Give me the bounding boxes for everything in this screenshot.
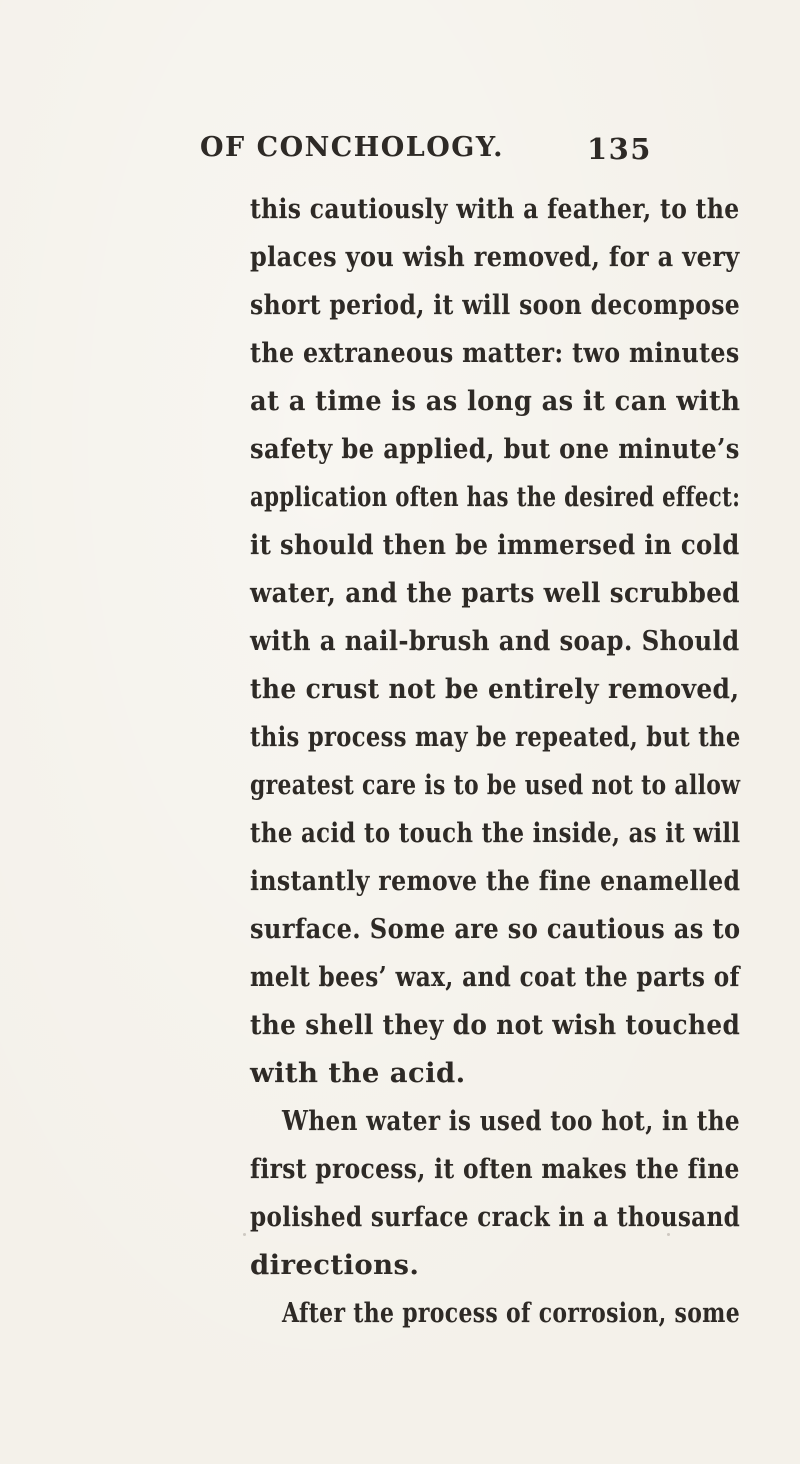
text-line: When water is used too hot, in the xyxy=(282,1105,740,1137)
text-line: this cautiously with a feather, to the xyxy=(250,193,740,225)
text-line: the crust not be entirely removed, xyxy=(250,673,740,705)
text-line: greatest care is to be used not to allow xyxy=(250,769,741,801)
text-line: first process, it often makes the fine xyxy=(250,1153,740,1185)
text-line: at a time is as long as it can with xyxy=(250,385,741,417)
text-line: the extraneous matter: two minutes xyxy=(250,337,740,369)
text-line: polished surface crack in a thousand xyxy=(250,1201,741,1233)
text-line: surface. Some are so cautious as to xyxy=(250,913,741,945)
running-head xyxy=(200,132,660,172)
page-number: 135 xyxy=(586,132,652,166)
running-title: OF CONCHOLOGY. xyxy=(200,132,505,163)
scan-speck xyxy=(243,1233,246,1236)
scan-speck xyxy=(697,1320,699,1323)
text-line: directions. xyxy=(250,1249,420,1281)
text-line: melt bees’ wax, and coat the parts of xyxy=(250,961,740,993)
text-line: short period, it will soon decompose xyxy=(250,289,741,321)
text-line: application often has the desired effect: xyxy=(250,481,741,513)
text-line: After the process of corrosion, some xyxy=(282,1297,741,1329)
text-line: with a nail-brush and soap. Should xyxy=(250,625,740,657)
text-line: the shell they do not wish touched xyxy=(250,1009,741,1041)
text-line: the acid to touch the inside, as it will xyxy=(250,817,741,849)
text-line: instantly remove the fine enamelled xyxy=(250,865,741,897)
text-line: this process may be repeated, but the xyxy=(250,721,741,753)
text-line: places you wish removed, for a very xyxy=(250,241,740,273)
text-line: with the acid. xyxy=(250,1057,466,1089)
text-line: it should then be immersed in cold xyxy=(250,529,740,561)
text-line: water, and the parts well scrubbed xyxy=(250,577,740,609)
text-line: safety be applied, but one minute’s xyxy=(250,433,740,465)
scan-speck xyxy=(667,1233,670,1236)
